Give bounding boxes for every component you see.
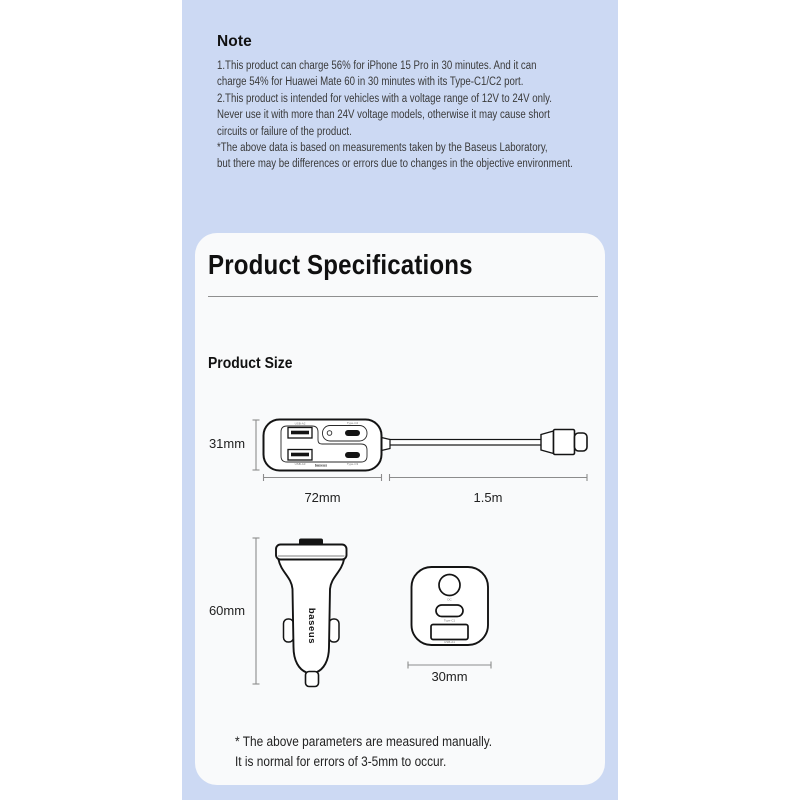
dim-label-31mm: 31mm <box>208 436 246 451</box>
dc-knob-icon <box>439 575 460 596</box>
disclaimer-line: It is normal for errors of 3-5mm to occur. <box>235 753 447 769</box>
note-line: circuits or failure of the product. <box>217 125 352 138</box>
note-line: Never use it with more than 24V voltage models, otherwise it may cause short <box>217 109 550 122</box>
hub-port-label: Type-C2 <box>346 421 359 426</box>
type-c-port-icon <box>345 430 360 436</box>
usb-a-port-icon <box>288 450 312 461</box>
led-indicator-icon <box>327 431 332 436</box>
page-title: Product Specifications <box>208 249 473 280</box>
note-section <box>217 33 607 173</box>
blue-background-panel <box>182 0 618 800</box>
spec-card <box>195 233 605 785</box>
note-line: *The above data is based on measurements taken by the Baseus Laboratory, <box>217 142 548 155</box>
charger-side-contact <box>329 619 339 642</box>
note-line: but there may be differences or errors due to changes in the objective environment. <box>217 158 573 171</box>
usb-a-port-icon <box>431 625 468 640</box>
section-title-product-size: Product Size <box>208 355 293 372</box>
cable-strain-relief <box>382 438 391 451</box>
title-divider <box>208 296 598 297</box>
dim-label-72mm: 72mm <box>304 490 341 505</box>
type-c-port-icon <box>436 605 463 617</box>
note-line: charge 54% for Huawei Mate 60 in 30 minutes with its Type-C1/C2 port. <box>217 76 524 89</box>
usb-a-port-icon <box>288 428 312 439</box>
charger-side-contact <box>284 619 294 642</box>
dim-label-1-5m: 1.5m <box>473 490 503 505</box>
hub-brand-label: baseus <box>314 463 328 468</box>
charger-cap <box>276 545 347 560</box>
dimension-line-60mm <box>253 538 260 684</box>
measurement-disclaimer <box>235 732 527 771</box>
car-charger-side-icon <box>209 538 347 687</box>
dimension-line-1-5m <box>390 474 588 481</box>
charger-tip-contact <box>306 672 319 687</box>
dimension-line-31mm <box>253 420 260 470</box>
dim-label-30mm: 30mm <box>431 669 468 684</box>
front-usba-label: USB-A1 <box>444 640 455 644</box>
front-dc-label: DC <box>447 597 452 602</box>
dim-label-60mm: 60mm <box>208 603 246 618</box>
front-typec-label: Type-C1 <box>443 618 456 623</box>
note-title: Note <box>217 33 252 50</box>
hub-port-label: USB-A2 <box>294 421 306 426</box>
hub-top-view-icon <box>209 420 587 506</box>
dimension-line-30mm <box>408 662 491 669</box>
charger-top-button <box>299 539 323 546</box>
cable-line <box>390 440 542 446</box>
note-line: 2.This product is intended for vehicles with a voltage range of 12V to 24V only. <box>217 92 552 105</box>
type-c-port-icon <box>345 452 360 458</box>
hub-port-label: Type-C3 <box>346 461 359 466</box>
charger-brand-label: baseus <box>306 607 317 645</box>
note-line: 1.This product can charge 56% for iPhone 15 Pro in 30 minutes. And it can <box>217 60 537 72</box>
product-size-diagram <box>195 405 605 705</box>
dc-plug-icon <box>541 430 587 455</box>
dimension-line-72mm <box>264 474 382 481</box>
hub-port-label: USB-A3 <box>294 461 306 466</box>
disclaimer-line: * The above parameters are measured manually. <box>235 734 493 749</box>
charger-front-view-icon <box>408 567 491 684</box>
